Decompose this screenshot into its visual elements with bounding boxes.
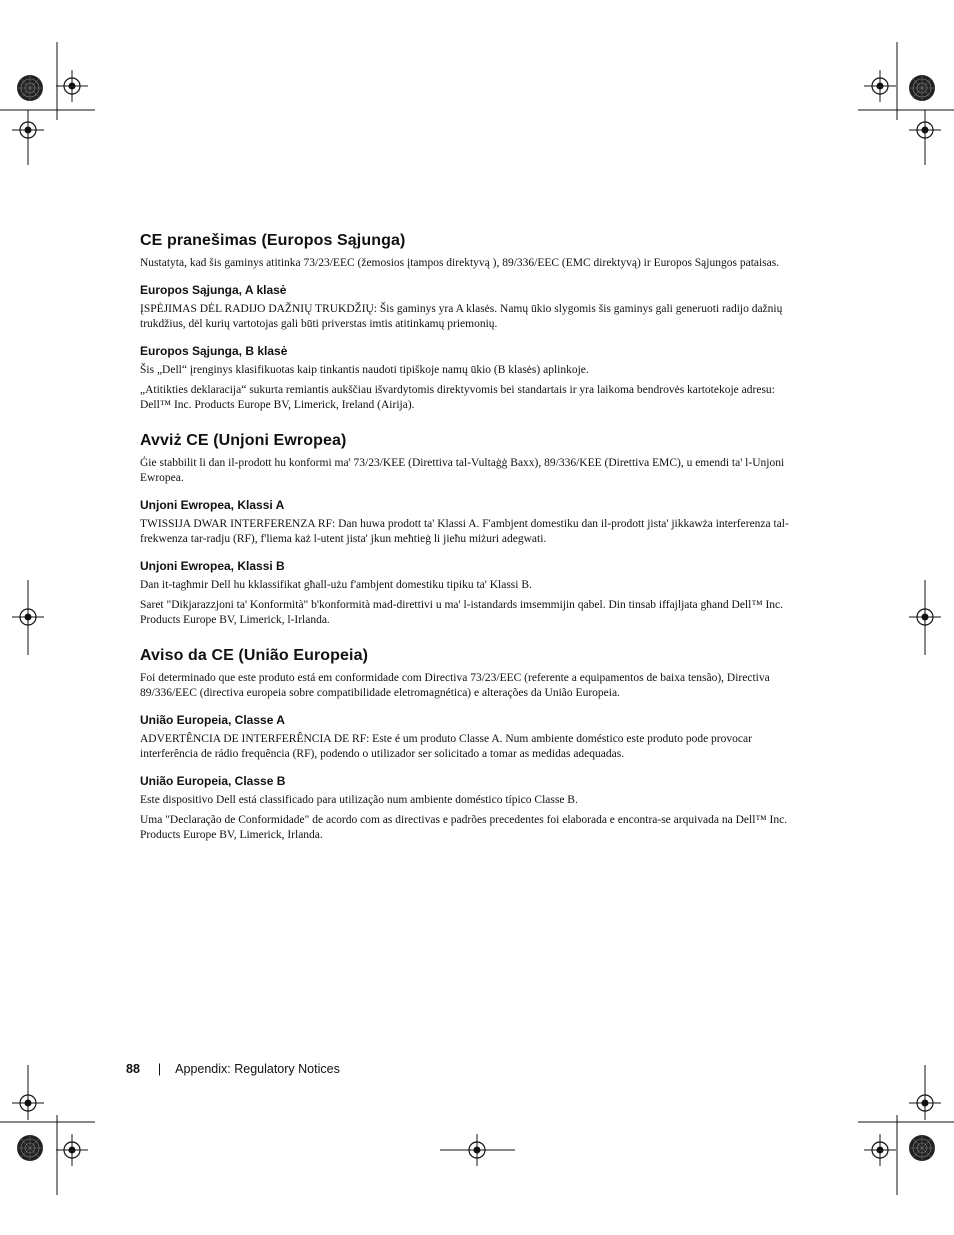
crosshair-icon [56,70,88,102]
class-b-text: Šis „Dell“ įrenginys klasifikuotas kaip tinkantis naudoti tipiškoje namų ūkio (B klasės) aplinkoje. [140,364,589,376]
page-footer [126,1062,340,1076]
section-heading: CE pranešimas (Europos Sąjunga) [140,232,406,249]
star-target-icon [909,75,935,101]
crosshair-icon [56,1134,88,1166]
declaration-text: Uma "Declaração de Conformidade" de acordo com as directivas e padrões precedentes foi elaborada e encontra-se arquivada na Dell™ Inc. Products Europe BV, Limerick, Irlanda. [140,814,788,841]
class-b-text: Dan it-tagħmir Dell hu kklassifikat għall-użu f'ambjent domestiku tipiku ta' Klassi B. [140,579,532,591]
page-content [140,232,806,848]
section-maltese [140,432,806,628]
class-a-heading: Europos Sąjunga, A klasė [140,283,287,297]
class-a-text: TWISSIJA DWAR INTERFERENZA RF: Dan huwa prodott ta' Klassi A. F'ambjent domestiku dan il-prodott jista' jikkawża interferenza tal-frekwenza tar-radju (RF), f'liema każ l-utent jista' jkun meħtieġ li jieħu miżuri adegwati. [140,518,789,545]
section-lithuanian [140,232,806,413]
section-portuguese [140,647,806,843]
class-b-heading: União Europeia, Classe B [140,774,286,788]
page-number: 88 [126,1062,140,1076]
section-intro: Nustatyta, kad šis gaminys atitinka 73/23/EEC (žemosios įtampos direktyvą ), 89/336/EEC (EMC direktyvą) ir Europos Sąjungos pataisas. [140,257,780,269]
section-heading: Aviso da CE (União Europeia) [140,647,369,664]
class-a-text: ADVERTÊNCIA DE INTERFERÊNCIA DE RF: Este é um produto Classe A. Num ambiente doméstico este produto pode provocar interferência de rádio frequência (RF), podendo o utilizador ser solicitado a tomar as medidas adequadas. [140,733,752,760]
class-a-text: ĮSPĖJIMAS DĖL RADIJO DAŽNIŲ TRUKDŽIŲ: Šis gaminys yra A klasės. Namų ūkio slygomis šis gaminys gali generuoti radijo dažnių trukdžius, dėl kurių vartotojas gali būti priverstas imtis atitinkamų priemonių. [140,303,783,330]
class-a-heading: Unjoni Ewropea, Klassi A [140,498,285,512]
declaration-text: „Atitikties deklaracija“ sukurta remiantis aukščiau išvardytomis direktyvomis bei standartais ir yra laikoma bendrovės kartotekoje adresu: Dell™ Inc. Products Europe BV, Limerick, Ireland (Airija). [140,384,775,411]
star-target-icon [17,1135,43,1161]
class-b-heading: Unjoni Ewropea, Klassi B [140,559,285,573]
declaration-text: Saret "Dikjarazzjoni ta' Konformità" b'konformità mad-direttivi u ma' l-istandards imsemmijin qabel. Din tinsab iffajljata għand Dell™ Inc. Products Europe BV, Limerick, l-Irlanda. [140,599,784,626]
star-target-icon [17,75,43,101]
class-b-text: Este dispositivo Dell está classificado para utilização num ambiente doméstico típico Classe B. [140,794,578,806]
section-heading: Avviż CE (Unjoni Ewropea) [140,432,347,449]
crosshair-icon [864,70,896,102]
crosshair-icon [864,1134,896,1166]
footer-separator: | [157,1062,162,1076]
class-a-heading: União Europeia, Classe A [140,713,285,727]
section-intro: Ġie stabbilit li dan il-prodott hu konformi ma' 73/23/KEE (Direttiva tal-Vultaġġ Baxx), 89/336/KEE (Direttiva EMC), u emendi ta' l-Unjoni Ewropea. [140,457,785,484]
footer-title: Appendix: Regulatory Notices [175,1062,340,1076]
class-b-heading: Europos Sąjunga, B klasė [140,344,288,358]
section-intro: Foi determinado que este produto está em conformidade com Directiva 73/23/EEC (referente a equipamentos de baixa tensão), Directiva 89/336/EEC (directiva europeia sobre compatibilidade eletromagnética) e alterações da União Europeia. [140,672,770,699]
star-target-icon [909,1135,935,1161]
